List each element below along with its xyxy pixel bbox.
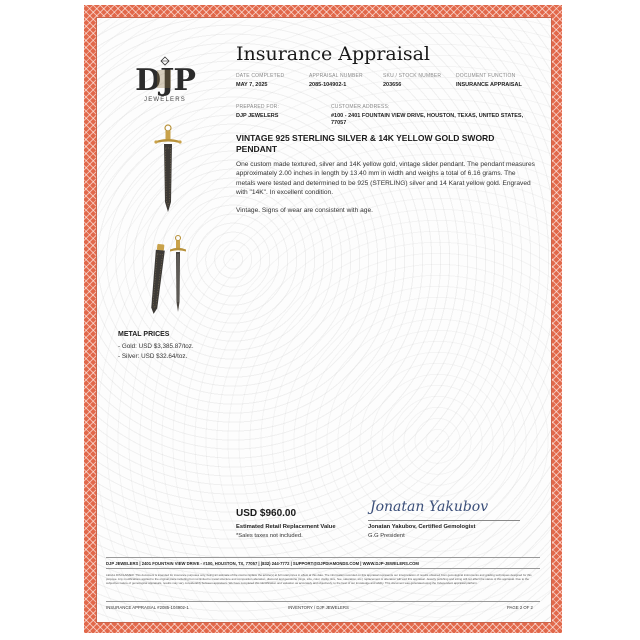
meta-customer-address bbox=[331, 104, 531, 127]
svg-text:DJP: DJP bbox=[135, 63, 195, 98]
meta-value: DJP JEWELERS bbox=[236, 113, 279, 119]
sword-sheath-image bbox=[125, 232, 211, 318]
meta-document-function bbox=[456, 73, 522, 89]
brand-subtitle: JEWELERS bbox=[144, 97, 186, 103]
meta-value: #100 - 2401 FOUNTAIN VIEW DRIVE, HOUSTON, TEXAS, UNITED STATES, 77057 bbox=[331, 113, 524, 126]
signature-line bbox=[368, 520, 520, 521]
signer-name: Jonatan Yakubov, Certified Gemologist bbox=[368, 524, 476, 530]
footer-divider bbox=[106, 601, 540, 602]
meta-value: 2085-104902-1 bbox=[309, 82, 347, 88]
meta-label: PREPARED FOR: bbox=[236, 104, 280, 110]
meta-appraisal-number bbox=[309, 73, 363, 89]
meta-label: APPRAISAL NUMBER bbox=[309, 73, 363, 79]
signature: Jonatan Yakubov bbox=[370, 499, 489, 515]
footer-appraisal-ref: INSURANCE APPRAISAL #2085-104902-1 bbox=[106, 605, 189, 610]
page-number: PAGE 2 OF 2 bbox=[507, 605, 533, 610]
footer-divider bbox=[106, 568, 540, 569]
item-description: One custom made textured, silver and 14K yellow gold, vintage slider pendant. The pendant measures approximately 2.00 inches in length by 13.40 mm in width and weighs a total of 6.16 grams. The metals were tested and determined to be 925 (STERLING) silver and 14 Karat yellow gold. Engraved with "14K". In excellent condition. bbox=[236, 161, 535, 196]
page-title: Insurance Appraisal bbox=[236, 43, 430, 65]
item-condition: Vintage. Signs of wear are consistent with age. bbox=[236, 207, 373, 214]
meta-label: SKU / STOCK NUMBER bbox=[383, 73, 442, 79]
legal-disclaimer: LEGAL DISCLAIMER: This document is intended for insurance purposes only, being an estimate of the cost to replace the article(s) at full retail prices in effect at this date. The information recorded on this appraisal represents our interpretation of results obtained from gemological instruments and grading techniques designed for this purpose. Any modifications applied to the original piece including but not limited to metal structure and composition alteration, diamond and gemstone (rings, size, color, clarity, size, hue, saturation, etc.) replacement or alteration will void this appraisal. Jewelry polishing and sizing will not affect the status of this appraisal. Due to the subjective nature of gemological appraisals, results may vary considerably between appraisers. We have completed this identification and valuation as accurately and objectively, to the best of our knowledge and ability. This document was generated using the Independent appraisal platform. bbox=[106, 573, 532, 586]
meta-label: DOCUMENT FUNCTION bbox=[456, 73, 516, 79]
meta-sku bbox=[383, 73, 441, 89]
value-label: Estimated Retail Replacement Value bbox=[236, 524, 336, 530]
sword-pendant-image bbox=[125, 120, 211, 216]
metal-price-gold: - Gold: USD $3,385.87/toz. bbox=[118, 343, 194, 350]
meta-prepared-for bbox=[236, 104, 279, 120]
meta-value: 203656 bbox=[383, 82, 402, 88]
meta-date-completed bbox=[236, 73, 284, 89]
djp-logo bbox=[122, 55, 208, 107]
meta-label: DATE COMPLETED bbox=[236, 73, 285, 79]
footer-contact: DJP JEWELERS | 2401 FOUNTAIN VIEW DRIVE - #100, HOUSTON, TX, 77057 | (832) 244-7772 | SUPPORT@DJPDIAMONDS.COM | WWW.DJP-JEWELERS.COM bbox=[106, 561, 419, 566]
signer-title: G.G President bbox=[368, 533, 405, 539]
footer-inventory: INVENTORY / DJP JEWELERS bbox=[288, 605, 349, 610]
meta-value: MAY 7, 2025 bbox=[236, 82, 268, 88]
item-heading: VINTAGE 925 STERLING SILVER & 14K YELLOW GOLD SWORD PENDANT bbox=[236, 133, 495, 154]
metal-price-silver: - Silver: USD $32.64/toz. bbox=[118, 353, 188, 360]
meta-value: INSURANCE APPRAISAL bbox=[456, 82, 522, 88]
footer-divider bbox=[106, 557, 540, 558]
appraised-value: USD $960.00 bbox=[236, 508, 297, 519]
metal-prices-title: METAL PRICES bbox=[118, 331, 170, 338]
meta-label: CUSTOMER ADDRESS: bbox=[331, 104, 390, 110]
tax-note: *Sales taxes not included. bbox=[236, 533, 303, 539]
